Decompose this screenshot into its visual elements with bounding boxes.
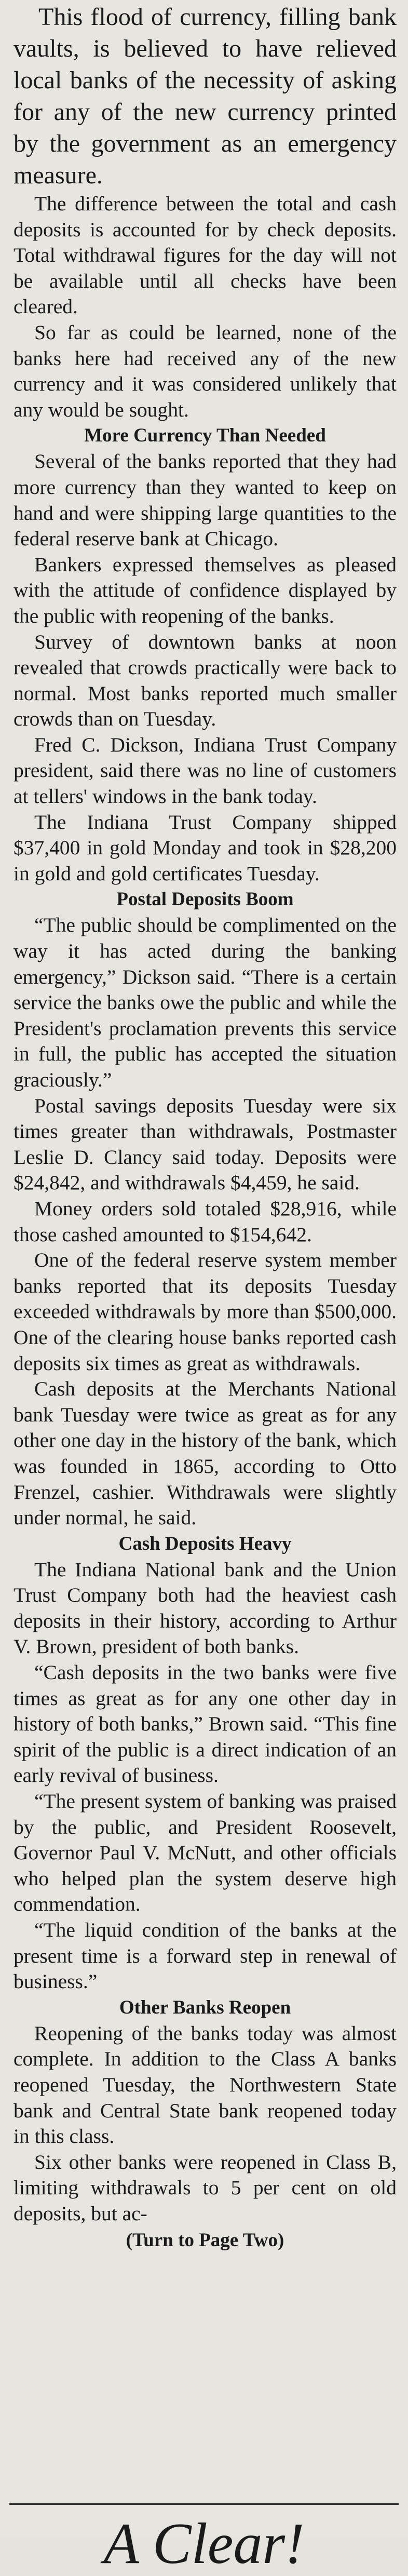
subheading: Other Banks Reopen	[119, 1996, 291, 2018]
paragraph: “The public should be complimented on the way it has acted during the banking emergency,” Dickson said. “There is a certain service the banks owe the public and while the President's proclamation prevents this service in full, the public has accepted the situation graciously.”	[13, 914, 397, 1091]
paragraph: Reopening of the banks today was almost complete. In addition to the Class A banks reopened Tuesday, the Northwestern State bank and Central State bank reopened today in this class.	[13, 2021, 397, 2148]
paragraph: “The liquid condition of the banks at the present time is a forward step in renewal of business.”	[13, 1918, 397, 1993]
column-divider	[9, 2503, 399, 2505]
next-article-headline: A Clear!	[103, 2512, 305, 2576]
lead-paragraph: This flood of currency, filling bank vaults, is believed to have relieved local banks of the necessity of asking for any of the new currency printed by the government as an emergency measure.	[13, 3, 397, 189]
paragraph: So far as could be learned, none of the banks here had received any of the new currency and it was considered unlikely that any would be sought.	[13, 320, 397, 421]
paragraph: The Indiana Trust Company shipped $37,400 in gold Monday and took in $28,200 in gold and gold certificates Tuesday.	[13, 810, 397, 885]
continuation-note: (Turn to Page Two)	[126, 2229, 284, 2251]
paragraph: Six other banks were reopened in Class B, limiting withdrawals to 5 per cent on old deposits, but ac-	[13, 2150, 397, 2225]
paragraph: Fred C. Dickson, Indiana Trust Company president, said there was no line of customers at tellers' windows in the bank today.	[13, 733, 397, 808]
paragraph: Postal savings deposits Tuesday were six times greater than withdrawals, Postmaster Leslie D. Clancy said today. Deposits were $24,842, and withdrawals $4,459, he said.	[13, 1094, 397, 1195]
paragraph: “The present system of banking was praised by the public, and President Roosevelt, Governor Paul V. McNutt, and other officials who helped plan the system deserve high commendation.	[13, 1790, 397, 1916]
paragraph: Cash deposits at the Merchants National bank Tuesday were twice as great as for any other one day in the history of the bank, which was founded in 1865, according to Otto Frenzel, cashier. Withdrawals were slightly under normal, he said.	[13, 1377, 397, 1530]
paragraph: Several of the banks reported that they had more currency than they wanted to keep on hand and were shipping large quantities to the federal reserve bank at Chicago.	[13, 450, 397, 551]
paragraph: “Cash deposits in the two banks were five times as great as for any one other day in history of both banks,” Brown said. “This fine spirit of the public is a direct indication of an early revival of business.	[13, 1661, 397, 1787]
subheading: Postal Deposits Boom	[116, 889, 294, 910]
paragraph: Survey of downtown banks at noon revealed that crowds practically were back to normal. Most banks reported much smaller crowds than on Tuesday.	[13, 630, 397, 731]
subheading: More Currency Than Needed	[84, 425, 326, 447]
paragraph: The Indiana National bank and the Union Trust Company both had the heaviest cash deposits in their history, according to Arthur V. Brown, president of both banks.	[13, 1558, 397, 1658]
paragraph: The difference between the total and cash deposits is accounted for by check deposits. Total withdrawal figures for the day will not be available until all checks have been cleared.	[13, 192, 397, 318]
paragraph: Money orders sold totaled $28,916, while those cashed amounted to $154,642.	[13, 1197, 397, 1246]
subheading: Cash Deposits Heavy	[118, 1533, 292, 1554]
paragraph: Bankers expressed themselves as pleased with the attitude of confidence displayed by the public with reopening of the banks.	[13, 553, 397, 627]
paragraph: One of the federal reserve system member banks reported that its deposits Tuesday exceeded withdrawals by more than $500,000. One of the clearing house banks reported cash deposits six times as great as withdrawals.	[13, 1249, 397, 1375]
